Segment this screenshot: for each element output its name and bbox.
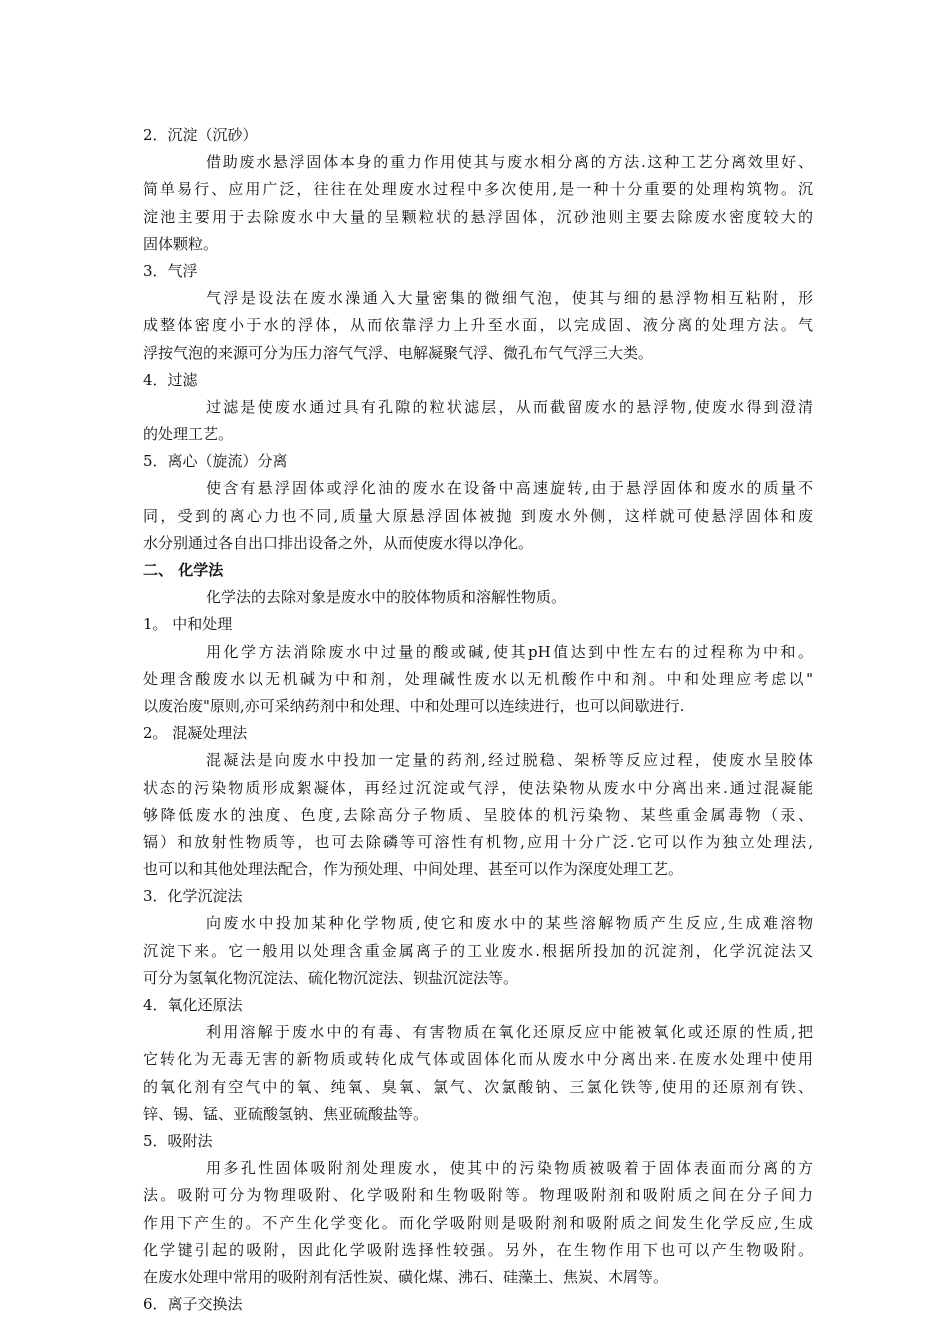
section-heading: 2．沉淀（沉砂） — [143, 126, 258, 144]
section-heading: 4．过滤 — [143, 370, 198, 389]
section-heading: 1。 中和处理 — [143, 615, 233, 634]
paragraph-line: 沉淀下来。它一般用以处理含重金属离子的工业废水.根据所投加的沉淀剂，化学沉淀法又 — [143, 941, 813, 960]
paragraph-line: 镉）和放射性物质等，也可去除磷等可溶性有机物,应用十分广泛.它可以作为独立处理法, — [143, 832, 813, 851]
paragraph-line: 也可以和其他处理法配合，作为预处理、中间处理、甚至可以作为深度处理工艺。 — [143, 860, 684, 879]
document-body — [143, 122, 813, 1318]
section-heading: 3．气浮 — [143, 261, 198, 280]
paragraph-line: 够降低废水的浊度、色度,去除高分子物质、呈胶体的机污染物、某些重金属毒物（汞、 — [143, 805, 813, 824]
section-heading: 5．吸附法 — [143, 1131, 213, 1150]
paragraph-line: 固体颗粒。 — [143, 234, 219, 253]
section-heading: 6．离子交换法 — [143, 1295, 243, 1314]
paragraph-line: 向废水中投加某种化学物质,使它和废水中的某些溶解物质产生反应,生成难溶物 — [206, 914, 813, 933]
paragraph-line: 的处理工艺。 — [143, 425, 234, 444]
section-heading: 3．化学沉淀法 — [143, 887, 243, 906]
paragraph-line: 处理含酸废水以无机碱为中和剂，处理碱性废水以无机酸作中和剂。中和处理应考虑以" — [143, 669, 813, 688]
paragraph-line: 化学键引起的吸附，因此化学吸附选择性较强。另外，在生物作用下也可以产生物吸附。 — [143, 1240, 813, 1259]
paragraph-line: 水分别通过各自出口排出设备之外，从而使废水得以净化。 — [143, 533, 534, 552]
chapter-heading: 二、 化学法 — [143, 561, 224, 579]
paragraph-line: 借助废水悬浮固体本身的重力作用使其与废水相分离的方法.这种工艺分离效里好、 — [206, 153, 813, 172]
section-heading: 4．氧化还原法 — [143, 996, 243, 1014]
paragraph-line: 用化学方法消除废水中过量的酸或碱,使其pH值达到中性左右的过程称为中和。 — [206, 642, 813, 661]
paragraph-line: 使含有悬浮固体或浮化油的废水在设备中高速旋转,由于悬浮固体和废水的质量不 — [206, 479, 813, 498]
paragraph-line: 用多孔性固体吸附剂处理废水，使其中的污染物质被吸着于固体表面而分离的方 — [206, 1159, 813, 1178]
paragraph-line: 状态的污染物质形成絮凝体，再经过沉淀或气浮，使法染物从废水中分离出来.通过混凝能 — [143, 778, 813, 797]
paragraph-line: 利用溶解于废水中的有毒、有害物质在氧化还原反应中能被氧化或还原的性质,把 — [206, 1023, 813, 1042]
paragraph-line: 成整体密度小于水的浮体，从而依靠浮力上升至水面，以完成固、液分离的处理方法。气 — [143, 316, 813, 335]
paragraph-line: 浮按气泡的来源可分为压力溶气气浮、电解凝聚气浮、微孔布气气浮三大类。 — [143, 343, 654, 362]
paragraph-line: 气浮是设法在废水澡通入大量密集的微细气泡，使其与细的悬浮物相互粘附，形 — [206, 289, 813, 308]
paragraph-line: 作用下产生的。不产生化学变化。而化学吸附则是吸附剂和吸附质之间发生化学反应,生成 — [143, 1213, 813, 1232]
paragraph-line: 同，受到的离心力也不同,质量大原悬浮固体被抛 到废水外侧，这样就可使悬浮固体和废 — [143, 506, 813, 525]
paragraph-line: 的氧化剂有空气中的氧、纯氧、臭氧、氯气、次氯酸钠、三氯化铁等,使用的还原剂有铁、 — [143, 1077, 813, 1096]
paragraph-line: 它转化为无毒无害的新物质或转化成气体或固体化而从废水中分离出来.在废水处理中使用 — [143, 1050, 813, 1069]
paragraph-line: 可分为氢氧化物沉淀法、硫化物沉淀法、钡盐沉淀法等。 — [143, 968, 519, 987]
paragraph-line: 简单易行、应用广泛，往往在处理废水过程中多次使用,是一种十分重要的处理构筑物。沉 — [143, 180, 813, 199]
paragraph-line: 在废水处理中常用的吸附剂有活性炭、磺化煤、沸石、硅藻土、焦炭、木屑等。 — [143, 1267, 669, 1286]
section-heading: 2。 混凝处理法 — [143, 724, 248, 743]
paragraph-line: 过滤是使废水通过具有孔隙的粒状滤层，从而截留废水的悬浮物,使废水得到澄清 — [206, 397, 813, 416]
paragraph-line: 锌、锡、锰、亚硫酸氢钠、焦亚硫酸盐等。 — [143, 1104, 429, 1123]
paragraph-line: 法。吸附可分为物理吸附、化学吸附和生物吸附等。物理吸附剂和吸附质之间在分子间力 — [143, 1186, 813, 1205]
section-heading: 5．离心（旋流）分离 — [143, 452, 288, 471]
paragraph-line: 以废治废"原则,亦可采纳药剂中和处理、中和处理可以连续进行，也可以间歇进行. — [143, 696, 685, 715]
paragraph-line: 混凝法是向废水中投加一定量的药剂,经过脱稳、架桥等反应过程，使废水呈胶体 — [206, 751, 813, 770]
paragraph-line: 化学法的去除对象是废水中的胶体物质和溶解性物质。 — [206, 588, 567, 607]
paragraph-line: 淀池主要用于去除废水中大量的呈颗粒状的悬浮固体，沉砂池则主要去除废水密度较大的 — [143, 207, 813, 226]
